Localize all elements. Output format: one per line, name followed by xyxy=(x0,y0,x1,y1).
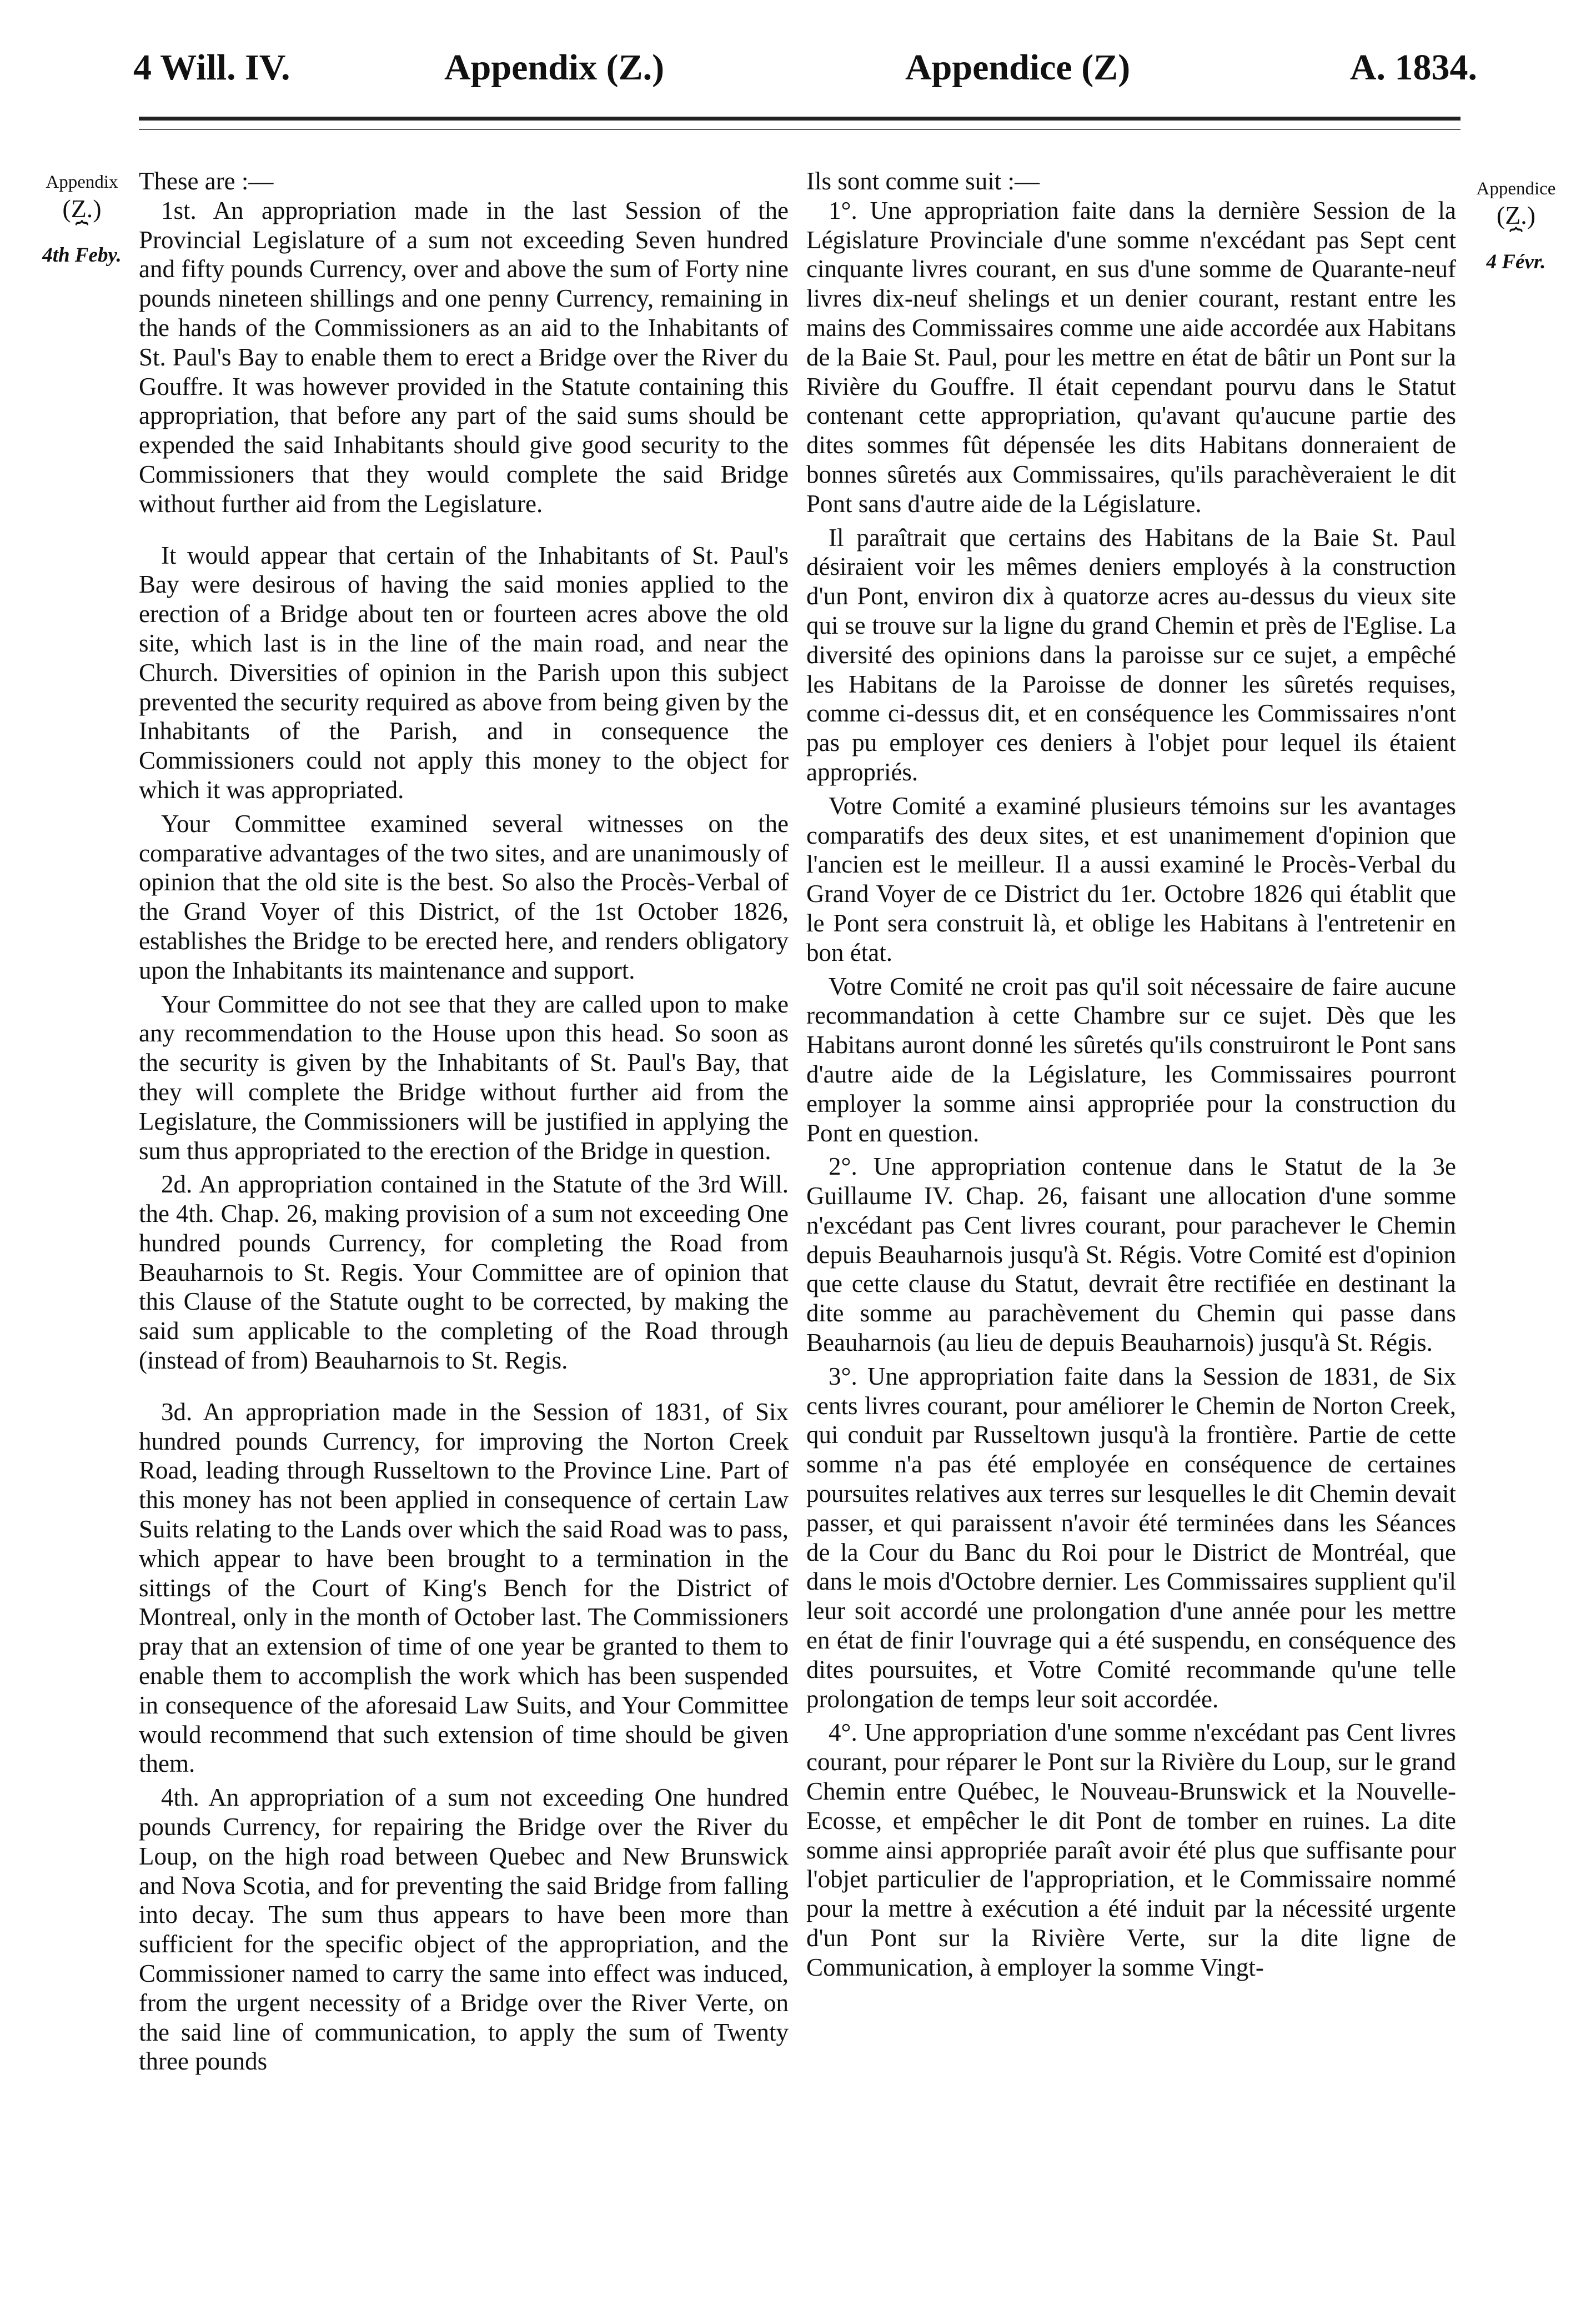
header-appendix-english: Appendix (Z.) xyxy=(444,47,665,88)
english-paragraph-3: Your Committee examined several witnesses on the comparative advantages of the two sites, and are unanimously of opinion that the old site is the best. So also the Procès-Verbal of the Grand Voyer of this District, of the 1st October 1826, establishes the Bridge to be erected here, and renders obligatory upon the Inhabitants its maintenance and support. xyxy=(139,809,789,984)
french-paragraph-2: Il paraîtrait que certains des Habitans de la Baie St. Paul désiraient voir les mêmes deniers employés à la construction d'un Pont, environ dix à quatorze acres au-dessus du vieux site qui se trouve sur la ligne du grand Chemin et près de l'Eglise. La diversité des opinions dans la paroisse sur ce sujet, a empêché les Habitans de la Paroisse de donner les sûretés requises, comme ci-dessus dit, et en conséquence les Commissaires n'ont pas pu employer ces deniers à l'objet pour lequel ils étaient appropriés. xyxy=(806,523,1456,786)
french-paragraph-1: 1°. Une appropriation faite dans la dernière Session de la Législature Provinciale d'une somme n'excédant pas Sept cent cinquante livres courant, en sus d'une somme de Quarante-neuf livres dix-neuf shelings et un denier courant, restant entre les mains des Commissaires comme une aide accordée aux Habitans de la Baie St. Paul, pour les mettre en état de bâtir un Pont sur la Rivière du Gouffre. Il était cependant pourvu dans le Statut contenant cette appropriation, qu'avant qu'aucune partie des dites sommes fût dépensée les dits Habitans donneraient de bonnes sûretés aux Commissaires, qu'ils parachèveraient le dit Pont sans d'autre aide de la Législature. xyxy=(806,196,1456,518)
english-paragraph-4: Your Committee do not see that they are called upon to make any recommendation to the House upon this head. So soon as the security is given by the Inhabitants of St. Paul's Bay, that they will complete the Bridge without further aid from the Legislature, the Commissioners will be justified in applying the sum thus appropriated to the erection of the Bridge in question. xyxy=(139,990,789,1165)
header-rule-thick xyxy=(139,117,1461,121)
english-paragraph-1: 1st. An appropriation made in the last Session of the Provincial Legislature of a sum not exceeding Seven hundred and fifty pounds Currency, over and above the sum of Forty nine pounds nineteen shillings and one penny Currency, remaining in the hands of the Commissioners as an aid to the Inhabitants of St. Paul's Bay to enable them to erect a Bridge over the River du Gouffre. It was however provided in the Statute containing this appropriation, that before any part of the said sums should be expended the said Inhabitants should give good security to the Commissioners that they would complete the said Bridge without further aid from the Legislature. xyxy=(139,196,789,518)
margin-appendix-label: Appendice xyxy=(1476,179,1556,199)
margin-note-right xyxy=(1461,179,1572,274)
french-intro: Ils sont comme suit :— xyxy=(806,167,1040,195)
margin-brace-icon: ⏞ xyxy=(75,221,89,245)
french-paragraph-4: Votre Comité ne croit pas qu'il soit nécessaire de faire aucune recommandation à cette Chambre sur ce sujet. Dès que les Habitans auront donné les sûretés qu'ils construiront le Pont sans d'autre aide de la Législature, les Commissaires pourront employer la somme ainsi appropriée pour la construction du Pont en question. xyxy=(806,972,1456,1147)
english-paragraph-6: 3d. An appropriation made in the Session of 1831, of Six hundred pounds Currency, for improving the Norton Creek Road, leading through Russeltown to the Province Line. Part of this money has not been applied in consequence of certain Law Suits relating to the Lands over which the said Road was to pass, which appear to have been brought to a termination in the sittings of the Court of King's Bench for the District of Montreal, only in the month of October last. The Commissioners pray that an extension of time of one year be granted to them to enable them to accomplish the work which has been suspended in consequence of the aforesaid Law Suits, and Your Committee would recommend that such extension of time should be given them. xyxy=(139,1397,789,1778)
french-column xyxy=(806,167,1456,1987)
header-appendix-french: Appendice (Z) xyxy=(905,47,1131,88)
english-paragraph-7: 4th. An appropriation of a sum not exceeding One hundred pounds Currency, for repairing the Bridge over the River du Loup, on the high road between Quebec and New Brunswick and Nova Scotia, and for preventing the said Bridge from falling into decay. The sum thus appears to have been more than sufficient for the specific object of the appropriation, and the Commissioner named to carry the same into effect was induced, from the urgent necessity of a Bridge over the River Verte, on the said line of communication, to apply the sum of Twenty three pounds xyxy=(139,1783,789,2076)
french-paragraph-3: Votre Comité a examiné plusieurs témoins sur les avantages comparatifs des deux sites, et est unanimement d'opinion que l'ancien est le meilleur. Il a aussi examiné le Procès-Verbal du Grand Voyer de ce District du 1er. Octobre 1826 qui établit que le Pont sera construit là, et oblige les Habitans à l'entretenir en bon état. xyxy=(806,791,1456,966)
header-volume: 4 Will. IV. xyxy=(133,47,290,88)
margin-brace-icon: ⏞ xyxy=(1509,227,1523,252)
english-paragraph-5: 2d. An appropriation contained in the Statute of the 3rd Will. the 4th. Chap. 26, making provision of a sum not exceeding One hundred pounds Currency, for completing the Road from Beauharnois to St. Regis. Your Committee are of opinion that this Clause of the Statute ought to be corrected, by making the said sum applicable to the completing of the Road through (instead of from) Beauharnois to St. Regis. xyxy=(139,1170,789,1375)
margin-appendix-code: (Z.) xyxy=(1496,201,1536,229)
french-paragraph-5: 2°. Une appropriation contenue dans le Statut de la 3e Guillaume IV. Chap. 26, faisant une allocation d'une somme n'excédant pas Cent livres courant, pour parachever le Chemin depuis Beauharnois jusqu'à St. Régis. Votre Comité est d'opinion que cette clause du Statut, devrait être rectifiée en destinant la dite somme au parachèvement du Chemin qui passe dans Beauharnois (au lieu de depuis Beauharnois) jusqu'à St. Régis. xyxy=(806,1152,1456,1357)
margin-note-left xyxy=(33,172,131,267)
margin-date: 4th Feby. xyxy=(42,244,122,267)
page-header xyxy=(133,34,1477,101)
english-intro: These are :— xyxy=(139,167,274,195)
margin-appendix-label: Appendix xyxy=(46,172,118,192)
french-paragraph-7: 4°. Une appropriation d'une somme n'excédant pas Cent livres courant, pour réparer le Pont sur la Rivière du Loup, sur le grand Chemin entre Québec, le Nouveau-Brunswick et la Nouvelle-Ecosse, et empêcher le dit Pont de tomber en ruines. La dite somme ainsi appropriée paraît avoir été plus que suffisante pour l'objet particulier de l'appropriation, et le Commissaire nommé pour la mettre à exécution a été induit par la nécessité urgente d'un Pont sur la Rivière Verte, sur la dite ligne de Communication, à employer la somme Vingt- xyxy=(806,1718,1456,1981)
header-rule-thin xyxy=(139,129,1461,130)
margin-date: 4 Févr. xyxy=(1486,250,1546,273)
english-column xyxy=(139,167,789,2081)
margin-appendix-code: (Z.) xyxy=(62,194,102,223)
english-paragraph-2: It would appear that certain of the Inhabitants of St. Paul's Bay were desirous of having the said monies applied to the erection of a Bridge about ten or fourteen acres above the old site, which last is in the line of the main road, and near the Church. Diversities of opinion in the Parish upon this subject prevented the security required as above from being given by the Inhabitants of the Parish, and in consequence the Commissioners could not apply this money to the object for which it was appropriated. xyxy=(139,541,789,804)
french-paragraph-6: 3°. Une appropriation faite dans la Session de 1831, de Six cents livres courant, pour améliorer le Chemin de Norton Creek, qui conduit par Russeltown jusqu'à la frontière. Partie de cette somme n'a pas été employée en conséquence de certaines poursuites relatives aux terres sur lesquelles le dit Chemin devait passer, et qui paraissent n'avoir été terminées dans les Séances de la Cour du Banc du Roi pour le District de Montréal, que dans le mois d'Octobre dernier. Les Commissaires supplient qu'il leur soit accordé une prolongation d'une année pour les mettre en état de finir l'ouvrage qui a été suspendu, en conséquence des dites poursuites, et Votre Comité recommande qu'une telle prolongation de temps leur soit accordée. xyxy=(806,1362,1456,1713)
header-year: A. 1834. xyxy=(1349,47,1477,88)
